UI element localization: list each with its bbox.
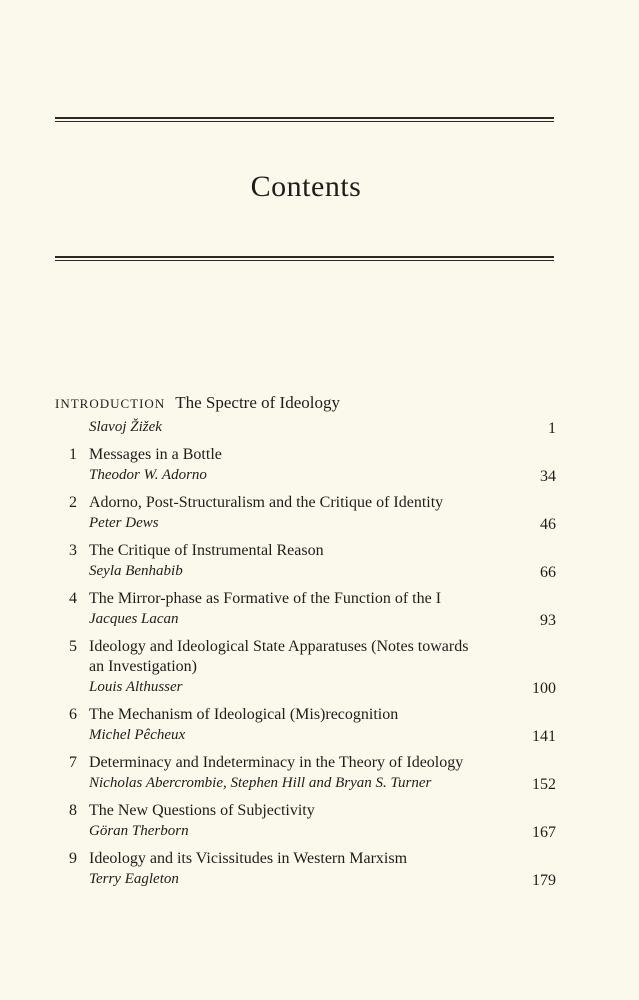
entry-author-row <box>89 561 556 583</box>
entry-author: Seyla Benhabib <box>89 563 183 579</box>
entry-title: The New Questions of Subjectivity <box>89 802 315 819</box>
entry-title: Messages in a Bottle <box>89 446 222 463</box>
introduction-author-row <box>89 417 556 439</box>
entry-title: Adorno, Post-Structuralism and the Critique of Identity <box>89 494 444 511</box>
entry-author-row <box>89 677 556 699</box>
entry-number: 2 <box>69 494 77 511</box>
top-double-rule <box>55 117 554 122</box>
entry-author-row <box>89 609 556 631</box>
entry-page: 152 <box>532 776 556 793</box>
introduction-author: Slavoj Žižek <box>89 419 162 435</box>
toc-entry <box>55 849 556 891</box>
entry-author: Peter Dews <box>89 515 159 531</box>
toc-entry <box>55 637 556 699</box>
entry-author: Göran Therborn <box>89 823 189 839</box>
entry-page: 66 <box>540 564 556 581</box>
toc-entry <box>55 589 556 631</box>
page-title: Contents <box>250 170 362 203</box>
introduction-tag: INTRODUCTION <box>55 396 166 411</box>
entry-author-row <box>89 725 556 747</box>
entry-author-row <box>89 773 556 795</box>
toc-entry <box>55 705 556 747</box>
entry-author: Jacques Lacan <box>89 611 179 627</box>
toc-entry <box>55 493 556 535</box>
entry-author-row <box>89 821 556 843</box>
entry-author: Michel Pêcheux <box>89 727 186 743</box>
entry-author: Louis Althusser <box>89 679 183 695</box>
entry-page: 46 <box>540 516 556 533</box>
entry-number: 8 <box>69 802 77 819</box>
entry-number: 7 <box>69 754 77 771</box>
entry-title: The Mechanism of Ideological (Mis)recognition <box>89 706 399 723</box>
entry-number: 4 <box>69 590 77 607</box>
entry-number: 3 <box>69 542 77 559</box>
bottom-double-rule <box>55 256 554 261</box>
introduction-heading <box>55 393 556 417</box>
entry-author-row <box>89 465 556 487</box>
entry-author-row <box>89 869 556 891</box>
entry-author: Theodor W. Adorno <box>89 467 207 483</box>
toc-entry <box>55 445 556 487</box>
toc-entry <box>55 753 556 795</box>
toc-entry <box>55 541 556 583</box>
entry-page: 93 <box>540 612 556 629</box>
entry-title: The Mirror-phase as Formative of the Function of the I <box>89 590 442 607</box>
entry-number: 5 <box>69 638 77 655</box>
entry-author: Terry Eagleton <box>89 871 179 887</box>
entry-title: Ideology and its Vicissitudes in Western Marxism <box>89 850 408 867</box>
entry-number: 9 <box>69 850 77 867</box>
entry-number: 6 <box>69 706 77 723</box>
entry-page: 179 <box>532 872 556 889</box>
table-of-contents <box>55 393 556 891</box>
entry-title: Ideology and Ideological State Apparatuses (Notes towards an Investigation) <box>89 638 469 675</box>
entry-title: Determinacy and Indeterminacy in the Theory of Ideology <box>89 754 464 771</box>
entry-author-row <box>89 513 556 535</box>
entry-number: 1 <box>69 446 77 463</box>
entry-title: The Critique of Instrumental Reason <box>89 542 324 559</box>
entry-page: 100 <box>532 680 556 697</box>
entry-page: 167 <box>532 824 556 841</box>
introduction-title: The Spectre of Ideology <box>175 393 340 412</box>
toc-entry <box>55 801 556 843</box>
entry-page: 141 <box>532 728 556 745</box>
introduction-page: 1 <box>548 420 556 437</box>
entry-author: Nicholas Abercrombie, Stephen Hill and Bryan S. Turner <box>89 775 432 791</box>
entry-page: 34 <box>540 468 556 485</box>
